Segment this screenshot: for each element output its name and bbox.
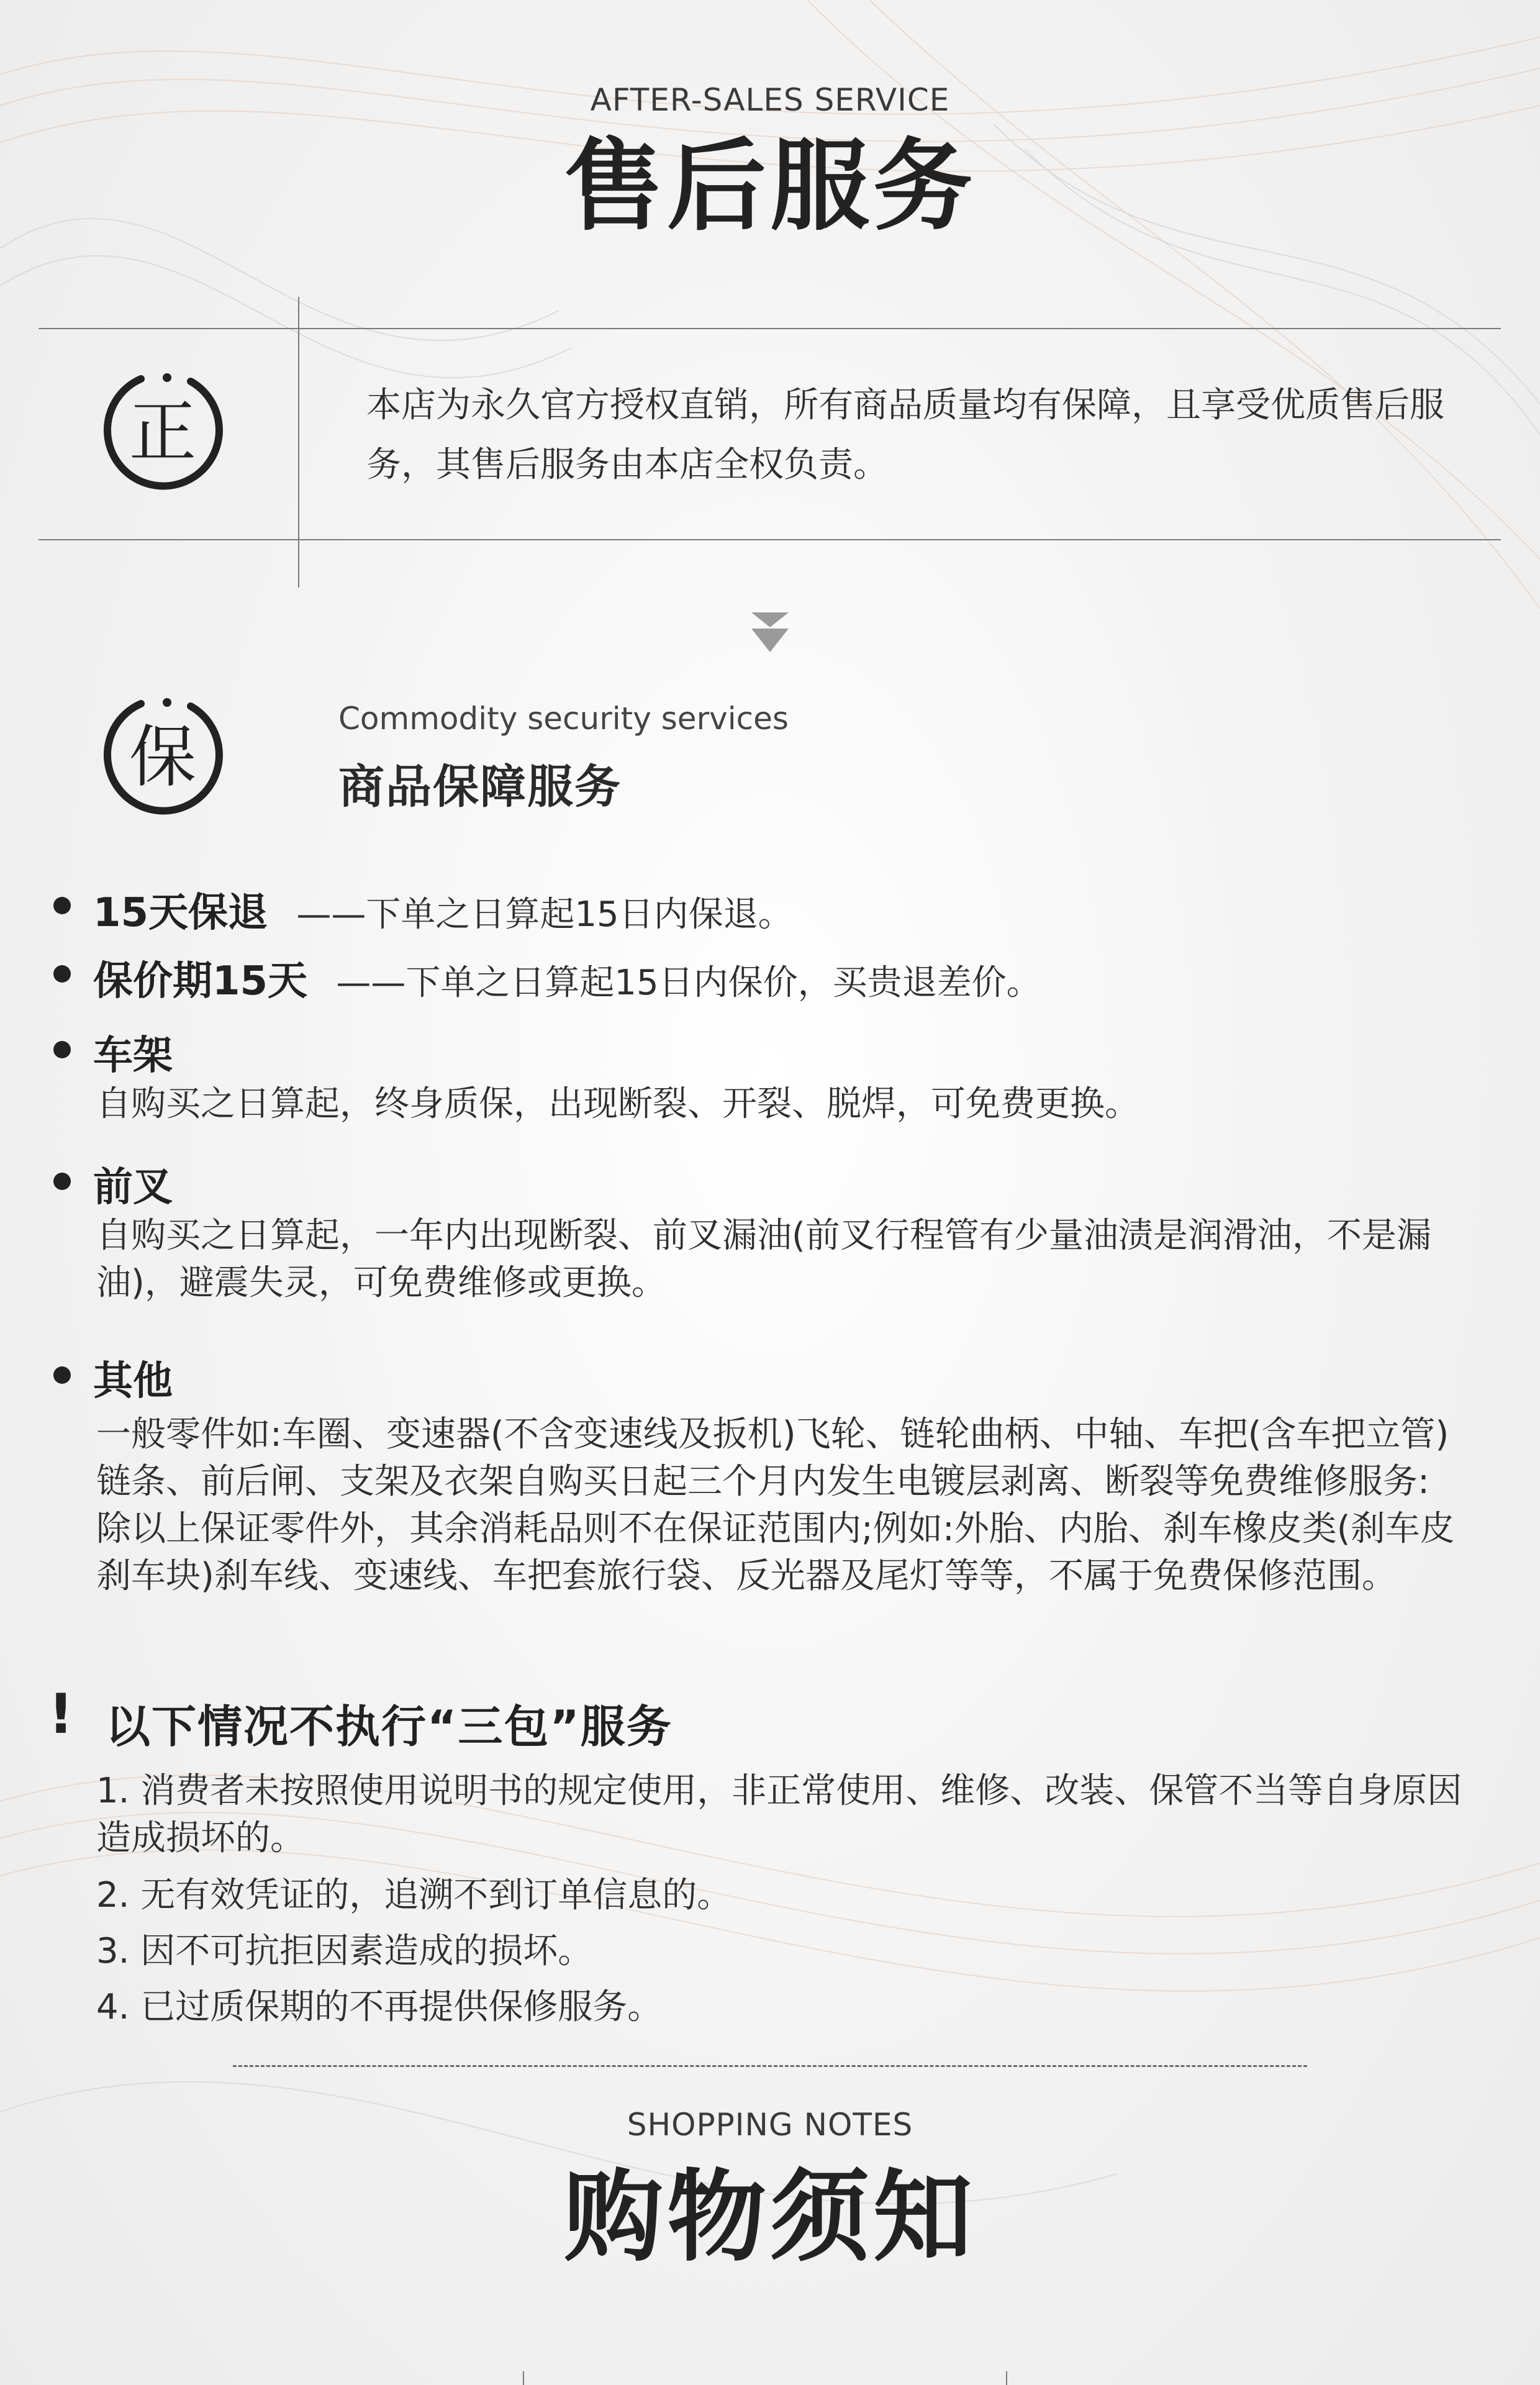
authorized-top-line xyxy=(38,328,1501,329)
guarantee-title: 商品保障服务 xyxy=(338,760,622,814)
double-chevron-down-icon xyxy=(745,609,795,658)
bullet-icon xyxy=(53,1041,71,1058)
footer-divider-right xyxy=(1006,2371,1007,2385)
authorized-vertical-line xyxy=(298,297,299,588)
exclusion-rule: 4. 已过质保期的不再提供保修服务。 xyxy=(96,1987,663,2027)
guarantee-item-title: 保价期15天 xyxy=(93,958,308,1004)
header-subtitle-en: AFTER-SALES SERVICE xyxy=(590,82,950,118)
authorized-text: 本店为永久官方授权直销，所有商品质量均有保障，且享受优质售后服务，其售后服务由本店全权负责。 xyxy=(366,385,1444,485)
guarantee-item-title: 15天保退 xyxy=(93,890,268,936)
exclusion-rule: 1. 消费者未按照使用说明书的规定使用，非正常使用、维修、改装、保管不当等自身原因造成损坏的。 xyxy=(96,1771,1462,1858)
guarantee-item-title: 其他 xyxy=(93,1358,173,1404)
authentic-seal-icon xyxy=(97,368,228,498)
guarantee-item-title: 车架 xyxy=(93,1033,173,1079)
guarantee-item xyxy=(93,881,793,938)
warning-icon: ! xyxy=(48,1682,74,1746)
guarantee-subtitle-en: Commodity security services xyxy=(338,701,789,737)
guarantee-item-detail: 自购买之日算起，终身质保，出现断裂、开裂、脱焊，可免费更换。 xyxy=(96,1084,1139,1124)
dashed-divider xyxy=(233,2065,1307,2067)
exclusions-title: 以下情况不执行“三包”服务 xyxy=(106,1701,673,1753)
guarantee-seal-icon xyxy=(97,693,228,823)
bullet-icon xyxy=(53,1366,71,1384)
guarantee-item-title: 前叉 xyxy=(93,1165,173,1211)
guarantee-item-detail: 自购买之日算起，一年内出现断裂、前叉漏油(前叉行程管有少量油渍是润滑油，不是漏油)，避震失灵，可免费维修或更换。 xyxy=(96,1215,1431,1303)
authentic-seal-char: 正 xyxy=(129,394,196,471)
bullet-icon xyxy=(53,897,71,914)
footer-subtitle-en: SHOPPING NOTES xyxy=(627,2107,913,2143)
guarantee-item-detail: ——下单之日算起15日内保退。 xyxy=(296,894,793,935)
exclusion-rule: 2. 无有效凭证的，追溯不到订单信息的。 xyxy=(96,1875,732,1915)
page-title: 售后服务 xyxy=(563,128,976,244)
guarantee-item xyxy=(93,949,1041,1006)
guarantee-item-detail: 一般零件如:车圈、变速器(不含变速线及扳机)飞轮、链轮曲柄、中轴、车把(含车把立管)链条、前后闸、支架及衣架自购买日起三个月内发生电镀层剥离、断裂等免费维修服务:除以上保证零件外，其余消耗品则不在保证范围内;例如:外胎、内胎、刹车橡皮类(刹车皮刹车块)刹车线、变速线、车把套旅行袋、反光器及尾灯等等，不属于免费保修范围。 xyxy=(96,1414,1455,1596)
footer-title: 购物须知 xyxy=(563,2159,976,2275)
footer-divider-left xyxy=(523,2371,524,2385)
bullet-icon xyxy=(53,1173,71,1190)
guarantee-item-detail: ——下单之日算起15日内保价，买贵退差价。 xyxy=(336,963,1041,1003)
authorized-bottom-line xyxy=(38,539,1501,540)
exclusion-rule: 3. 因不可抗拒因素造成的损坏。 xyxy=(96,1931,593,1971)
bullet-icon xyxy=(53,965,71,983)
guarantee-seal-char: 保 xyxy=(129,719,196,796)
